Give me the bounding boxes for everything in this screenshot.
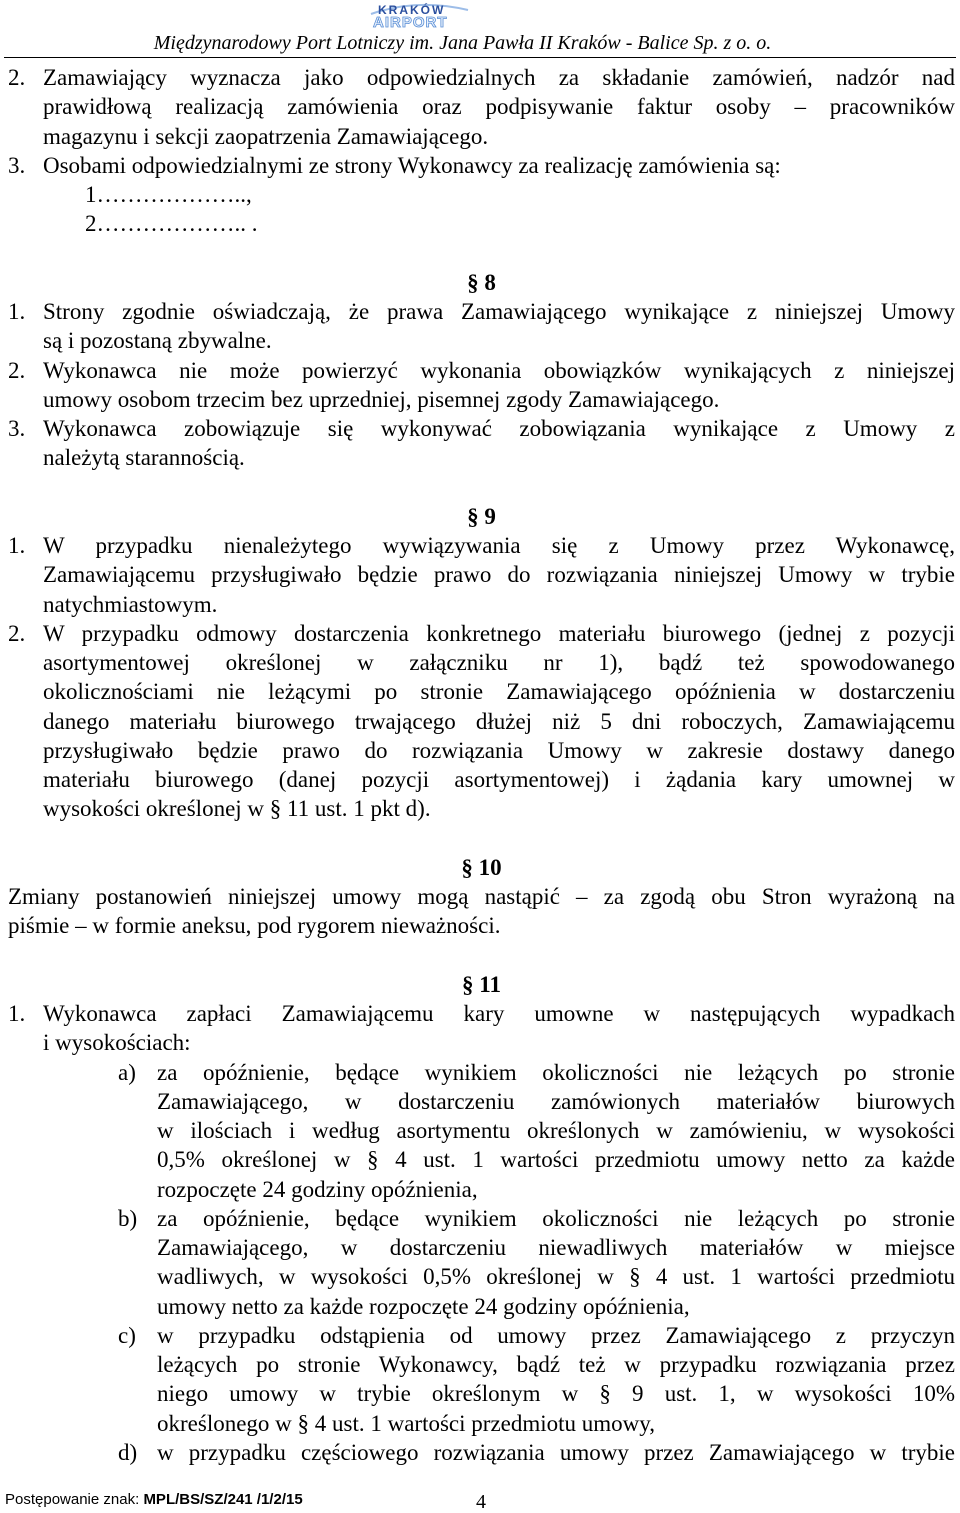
page-number: 4	[476, 1491, 486, 1513]
text-line: 0,5% określonej w § 4 ust. 1 wartości przedmiotu umowy netto za każde	[157, 1147, 955, 1173]
clause-9-2	[8, 619, 955, 824]
text-line: materiału biurowego (danej pozycji asortymentowej) i żądania kary umownej w	[43, 767, 955, 792]
text-line: Zmiany postanowień niniejszej umowy mogą nastąpić – za zgodą obu Stron wyrażoną na	[8, 884, 955, 909]
text-line: niego umowy w trybie określonym w § 9 ust. 1, w wysokości 10%	[157, 1381, 955, 1407]
clause-number: 1.	[8, 299, 26, 324]
text-line: Osobami odpowiedzialnymi ze strony Wykonawcy za realizację zamówienia są:	[43, 152, 781, 178]
logo-text-airport: AIRPORT	[373, 14, 448, 31]
text-line: Wykonawca zobowiązuje się wykonywać zobowiązania wynikające z Umowy z	[43, 416, 955, 441]
clause-7-3	[8, 151, 955, 180]
text-line: za opóźnienie, będące wynikiem okoliczności nie leżących po stronie	[157, 1059, 955, 1085]
text-line: w przypadku częściowego rozwiązania umowy przez Zamawiającego w trybie	[157, 1439, 955, 1465]
clause-11-1	[8, 999, 955, 1058]
spacer	[8, 239, 955, 268]
krakow-airport-logo	[369, 1, 471, 31]
clause-10	[8, 882, 955, 941]
responsible-persons-list	[8, 180, 955, 239]
text-line: w przypadku odstąpienia od umowy przez Zamawiającego z przyczyn	[157, 1322, 955, 1348]
text-line: Zamawiającego, w dostarczeniu zamówionych materiałów biurowych	[157, 1088, 955, 1114]
clause-number: 3.	[8, 152, 26, 178]
section-heading-9: § 9	[467, 503, 496, 529]
text-line: Zamawiającemu przysługiwało będzie prawo do rozwiązania niniejszej Umowy w trybie	[43, 562, 955, 588]
text-line: umowy osobom trzecim bez uprzedniej, pisemnej zgody Zamawiającego.	[43, 386, 720, 412]
text-line: i wysokościach:	[43, 1030, 191, 1056]
spacer	[8, 941, 955, 970]
point-label: a)	[118, 1059, 136, 1085]
point-label: b)	[118, 1205, 138, 1231]
text-line: prawidłową realizacją zamówienia oraz podpisywanie faktur osoby – pracowników	[43, 94, 955, 120]
person-placeholder: 2……………….. .	[85, 211, 258, 237]
footer-reference	[5, 1490, 303, 1510]
clause-number: 2.	[8, 65, 26, 90]
clause-8-2	[8, 356, 955, 415]
clause-number: 2.	[8, 620, 26, 646]
penalty-point-c	[8, 1321, 955, 1438]
text-line: W przypadku nienależytego wywiązywania się z Umowy przez Wykonawcę,	[43, 533, 955, 558]
text-line: Strony zgodnie oświadczają, że prawa Zamawiającego wynikające z niniejszej Umowy	[43, 299, 955, 324]
clause-number: 2.	[8, 357, 26, 383]
penalty-point-b	[8, 1204, 955, 1321]
text-line: rozpoczęte 24 godziny opóźnienia,	[157, 1176, 478, 1202]
text-line: wadliwych, w wysokości 0,5% określonej w § 4 ust. 1 wartości przedmiotu	[157, 1264, 955, 1290]
text-line: należytą starannością.	[43, 445, 245, 471]
text-line: piśmie – w formie aneksu, pod rygorem nieważności.	[8, 913, 501, 939]
text-line: danego materiału biurowego trwającego dłużej niż 5 dni roboczych, Zamawiającemu	[43, 708, 955, 734]
point-label: d)	[118, 1439, 138, 1465]
text-line: za opóźnienie, będące wynikiem okoliczności nie leżących po stronie	[157, 1205, 955, 1231]
text-line: Zamawiającego, w dostarczeniu niewadliwych materiałów w miejsce	[157, 1235, 955, 1260]
text-line: określonego w § 4 ust. 1 wartości przedmiotu umowy,	[157, 1410, 656, 1436]
spacer	[8, 824, 955, 853]
document-body	[8, 63, 955, 1467]
text-line: leżących po stronie Wykonawcy, bądź też w przypadku rozwiązania przez	[157, 1352, 955, 1377]
clause-number: 1.	[8, 533, 26, 558]
section-heading-10: § 10	[461, 854, 502, 880]
section-heading-11: § 11	[462, 971, 501, 997]
logo-text-krakow: KRAKÓW	[378, 3, 446, 17]
clause-7-2	[8, 63, 955, 151]
section-heading-8: § 8	[467, 269, 496, 295]
person-placeholder: 1………………..,	[85, 182, 252, 207]
clause-8-1	[8, 297, 955, 356]
text-line: W przypadku odmowy dostarczenia konkretnego materiału biurowego (jednej z pozycji	[43, 620, 955, 646]
text-line: magazynu i sekcji zaopatrzenia Zamawiającego.	[43, 123, 489, 149]
text-line: wysokości określonej w § 11 ust. 1 pkt d).	[43, 796, 431, 822]
point-label: c)	[118, 1322, 136, 1348]
header-divider	[4, 57, 956, 58]
text-line: w ilościach i według asortymentu określonych w zamówieniu, w wysokości	[157, 1118, 955, 1143]
text-line: Wykonawca nie może powierzyć wykonania obowiązków wynikających z niniejszej	[43, 357, 955, 383]
clause-number: 1.	[8, 1001, 26, 1026]
penalty-point-d	[8, 1438, 955, 1467]
reference-label: Postępowanie znak:	[5, 1491, 140, 1508]
company-header: Międzynarodowy Port Lotniczy im. Jana Pawła II Kraków - Balice Sp. z o. o.	[153, 32, 772, 54]
penalty-point-a	[8, 1058, 955, 1204]
clause-9-1	[8, 531, 955, 619]
text-line: asortymentowej określonej w załączniku nr 1), bądź też spowodowanego	[43, 650, 955, 675]
text-line: Zamawiający wyznacza jako odpowiedzialnych za składanie zamówień, nadzór nad	[43, 65, 955, 90]
text-line: są i pozostaną zbywalne.	[43, 328, 272, 354]
spacer	[8, 473, 955, 502]
reference-number: MPL/BS/SZ/241 /1/2/15	[143, 1491, 303, 1508]
text-line: okolicznościami nie leżącymi po stronie Zamawiającego opóźnienia w dostarczeniu	[43, 679, 955, 705]
clause-number: 3.	[8, 416, 26, 441]
text-line: natychmiastowym.	[43, 591, 218, 617]
text-line: przysługiwało będzie prawo do rozwiązania Umowy w zakresie dostawy danego	[43, 737, 955, 763]
text-line: umowy netto za każde rozpoczęte 24 godziny opóźnienia,	[157, 1293, 690, 1319]
text-line: Wykonawca zapłaci Zamawiającemu kary umowne w następujących wypadkach	[43, 1001, 955, 1026]
clause-8-3	[8, 414, 955, 473]
